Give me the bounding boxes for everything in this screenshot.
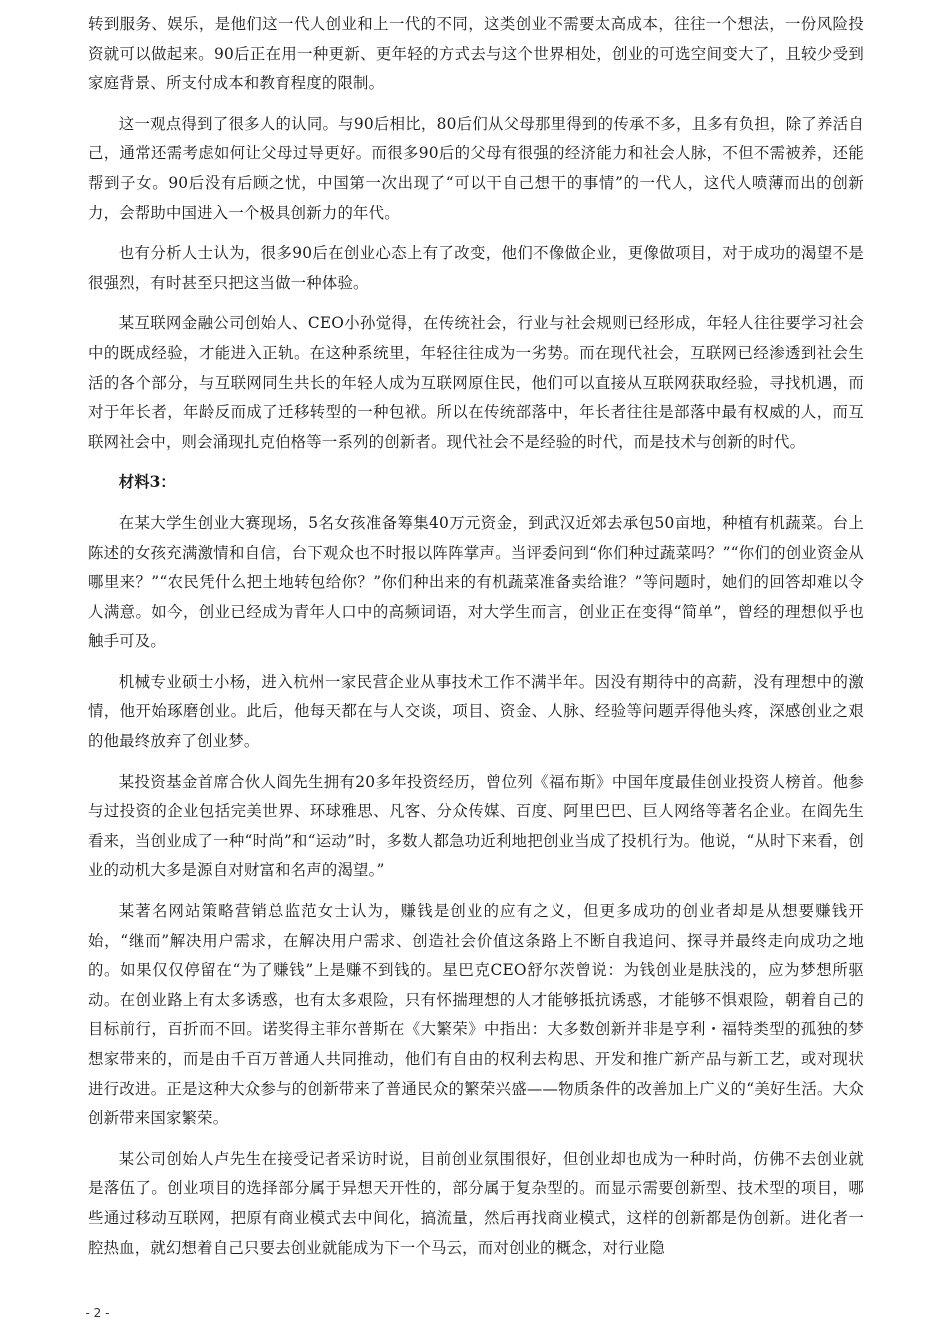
paragraph: 机械专业硕士小杨，进入杭州一家民营企业从事技术工作不满半年。因没有期待中的高薪，没有理想中的激情，他开始琢磨创业。此后，他每天都在与人交谈，项目、资金、人脉、经验等问题弄得他头疼，深感创业之艰的他最终放弃了创业梦。	[88, 672, 864, 751]
material-3-heading: 材料3：	[118, 473, 176, 492]
document-page	[88, 10, 864, 1274]
paragraph: 在某大学生创业大赛现场，5名女孩准备筹集40万元资金，到武汉近郊去承包50亩地，种植有机蔬菜。台上陈述的女孩充满激情和自信，台下观众也不时报以阵阵掌声。当评委问到“你们种过蔬菜吗？”“你们的创业资金从哪里来？”“农民凭什么把土地转包给你？”你们种出来的有机蔬菜准备卖给谁？”等问题时，她们的回答却难以令人满意。如今，创业已经成为青年人口中的高频词语，对大学生而言，创业正在变得“简单”，曾经的理想似乎也触手可及。	[88, 513, 864, 651]
paragraph: 也有分析人士认为，很多90后在创业心态上有了改变，他们不像做企业，更像做项目，对于成功的渴望不是很强烈，有时甚至只把这当做一种体验。	[88, 244, 864, 292]
paragraph: 某著名网站策略营销总监范女士认为，赚钱是创业的应有之义，但更多成功的创业者却是从想要赚钱开始，“继而”解决用户需求，在解决用户需求、创造社会价值这条路上不断自我追问、探寻并最终走向成功之地的。如果仅仅停留在“为了赚钱”上是赚不到钱的。星巴克CEO舒尔茨曾说：为钱创业是肤浅的，应为梦想所驱动。在创业路上有太多诱惑，也有太多艰险，只有怀揣理想的人才能够抵抗诱惑，才能够不惧艰险，朝着自己的目标前行，百折而不回。诺奖得主菲尔普斯在《大繁荣》中指出：大多数创新并非是亨利・福特类型的孤独的梦想家带来的，而是由千百万普通人共同推动，他们有自由的权利去构思、开发和推广新产品与新工艺，或对现状进行改进。正是这种大众参与的创新带来了普通民众的繁荣兴盛——物质条件的改善加上广义的“美好生活。大众创新带来国家繁荣。	[88, 902, 864, 1128]
paragraph: 这一观点得到了很多人的认同。与90后相比，80后们从父母那里得到的传承不多，且多有负担，除了养活自己，通常还需考虑如何让父母过导更好。而很多90后的父母有很强的经济能力和社会人脉，不但不需被养，还能帮到子女。90后没有后顾之忧，中国第一次出现了“可以干自己想干的事情”的一代人，这代人喷薄而出的创新力，会帮助中国进入一个极具创新力的年代。	[88, 114, 864, 222]
paragraph: 某互联网金融公司创始人、CEO小孙觉得，在传统社会，行业与社会规则已经形成，年轻人往往要学习社会中的既成经验，才能进入正轨。在这种系统里，年轻往往成为一劣势。而在现代社会，互联网已经渗透到社会生活的各个部分，与互联网同生共长的年轻人成为互联网原住民，他们可以直接从互联网获取经验，寻找机遇，而对于年长者，年龄反而成了迁移转型的一种包袱。所以在传统部落中，年长者往往是部落中最有权威的人，而互联网社会中，则会涌现扎克伯格等一系列的创新者。现代社会不是经验的时代，而是技术与创新的时代。	[88, 314, 864, 451]
paragraph-continued: 转到服务、娱乐，是他们这一代人创业和上一代的不同，这类创业不需要太高成本，往往一个想法，一份风险投资就可以做起来。90后正在用一种更新、更年轻的方式去与这个世界相处，创业的可选空间变大了，且较少受到家庭背景、所支付成本和教育程度的限制。	[88, 15, 864, 93]
page-number: - 2 -	[85, 1306, 110, 1320]
paragraph: 某公司创始人卢先生在接受记者采访时说，目前创业氛围很好，但创业却也成为一种时尚，仿佛不去创业就是落伍了。创业项目的选择部分属于异想天开性的，部分属于复杂型的。而显示需要创新型、技术型的项目，哪些通过移动互联网，把原有商业模式去中间化，搞流量，然后再找商业模式，这样的创新都是伪创新。进化者一腔热血，就幻想着自己只要去创业就能成为下一个马云，而对创业的概念，对行业隐	[88, 1149, 864, 1257]
paragraph: 某投资基金首席合伙人阎先生拥有20多年投资经历，曾位列《福布斯》中国年度最佳创业投资人榜首。他参与过投资的企业包括完美世界、环球雅思、凡客、分众传媒、百度、阿里巴巴、巨人网络等著名企业。在阎先生看来，当创业成了一种“时尚”和“运动”时，多数人都急功近利地把创业当成了投机行为。他说，“从时下来看，创业的动机大多是源自对财富和名声的渴望。”	[88, 772, 864, 880]
